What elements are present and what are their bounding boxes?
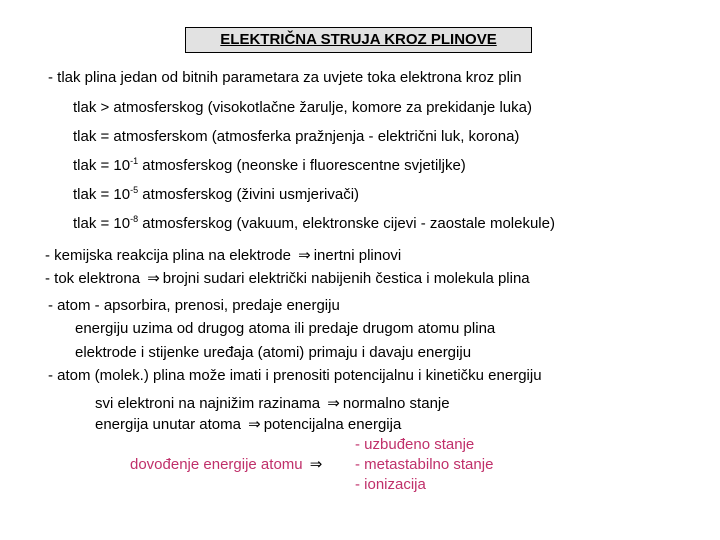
energy-supply-line bbox=[130, 456, 325, 474]
chem-reaction-text: - kemijska reakcija plina na elektrode bbox=[45, 247, 291, 264]
state-excited: - uzbuđeno stanje bbox=[355, 436, 475, 453]
pressure-line-3-exponent: -1 bbox=[130, 156, 139, 166]
pressure-line-4-rest: atmosferskog (živini usmjerivači) bbox=[138, 186, 360, 203]
energy-line-2 bbox=[95, 416, 401, 434]
implies-arrow-icon: ⇒ bbox=[298, 247, 311, 264]
electron-flow-text: - tok elektrona bbox=[45, 270, 141, 287]
pressure-line-4-exponent: -5 bbox=[130, 185, 139, 195]
energy-line-2-result: potencijalna energija bbox=[263, 416, 402, 433]
implies-arrow-icon: ⇒ bbox=[147, 270, 160, 287]
electron-flow-line bbox=[45, 270, 530, 288]
energy-line-2-text: energija unutar atoma bbox=[95, 416, 241, 433]
pressure-line-4 bbox=[73, 186, 359, 204]
implies-arrow-icon: ⇒ bbox=[248, 416, 261, 433]
implies-arrow-icon: ⇒ bbox=[309, 456, 323, 473]
implies-arrow-icon: ⇒ bbox=[327, 395, 340, 412]
energy-supply-text: dovođenje energije atomu bbox=[130, 456, 303, 473]
pressure-line-2: tlak = atmosferskom (atmosferka pražnjenja - električni luk, korona) bbox=[73, 128, 520, 145]
chem-reaction-result: inertni plinovi bbox=[313, 247, 402, 264]
pressure-line-3 bbox=[73, 157, 466, 175]
energy-line-1-result: normalno stanje bbox=[342, 395, 450, 412]
electron-flow-result: brojni sudari električki nabijenih čestica i molekula plina bbox=[162, 270, 530, 287]
state-metastable: - metastabilno stanje bbox=[355, 456, 494, 473]
atom-line-2: energiju uzima od drugog atoma ili predaje drugom atomu plina bbox=[75, 320, 496, 337]
title-box bbox=[185, 27, 532, 53]
pressure-line-5-exponent: -8 bbox=[130, 214, 139, 224]
pressure-line-3-base: tlak = 10 bbox=[73, 157, 131, 174]
pressure-line-5-base: tlak = 10 bbox=[73, 215, 131, 232]
pressure-line-5-rest: atmosferskog (vakuum, elektronske cijevi - zaostale molekule) bbox=[138, 215, 555, 232]
state-ionization: - ionizacija bbox=[355, 476, 426, 493]
atom-line-4: - atom (molek.) plina može imati i prenositi potencijalnu i kinetičku energiju bbox=[48, 367, 542, 384]
intro-line: - tlak plina jedan od bitnih parametara za uvjete toka elektrona kroz plin bbox=[48, 69, 522, 86]
atom-line-3: elektrode i stijenke uređaja (atomi) primaju i davaju energiju bbox=[75, 344, 472, 361]
energy-line-1-text: svi elektroni na najnižim razinama bbox=[95, 395, 321, 412]
atom-line-1: - atom - apsorbira, prenosi, predaje energiju bbox=[48, 297, 340, 314]
chem-reaction-line bbox=[45, 247, 401, 265]
pressure-line-3-rest: atmosferskog (neonske i fluorescentne svjetiljke) bbox=[138, 157, 466, 174]
pressure-line-1: tlak > atmosferskog (visokotlačne žarulje, komore za prekidanje luka) bbox=[73, 99, 532, 116]
pressure-line-5 bbox=[73, 215, 555, 233]
energy-line-1 bbox=[95, 395, 450, 413]
pressure-line-4-base: tlak = 10 bbox=[73, 186, 131, 203]
page-title: ELEKTRIČNA STRUJA KROZ PLINOVE bbox=[220, 31, 497, 48]
